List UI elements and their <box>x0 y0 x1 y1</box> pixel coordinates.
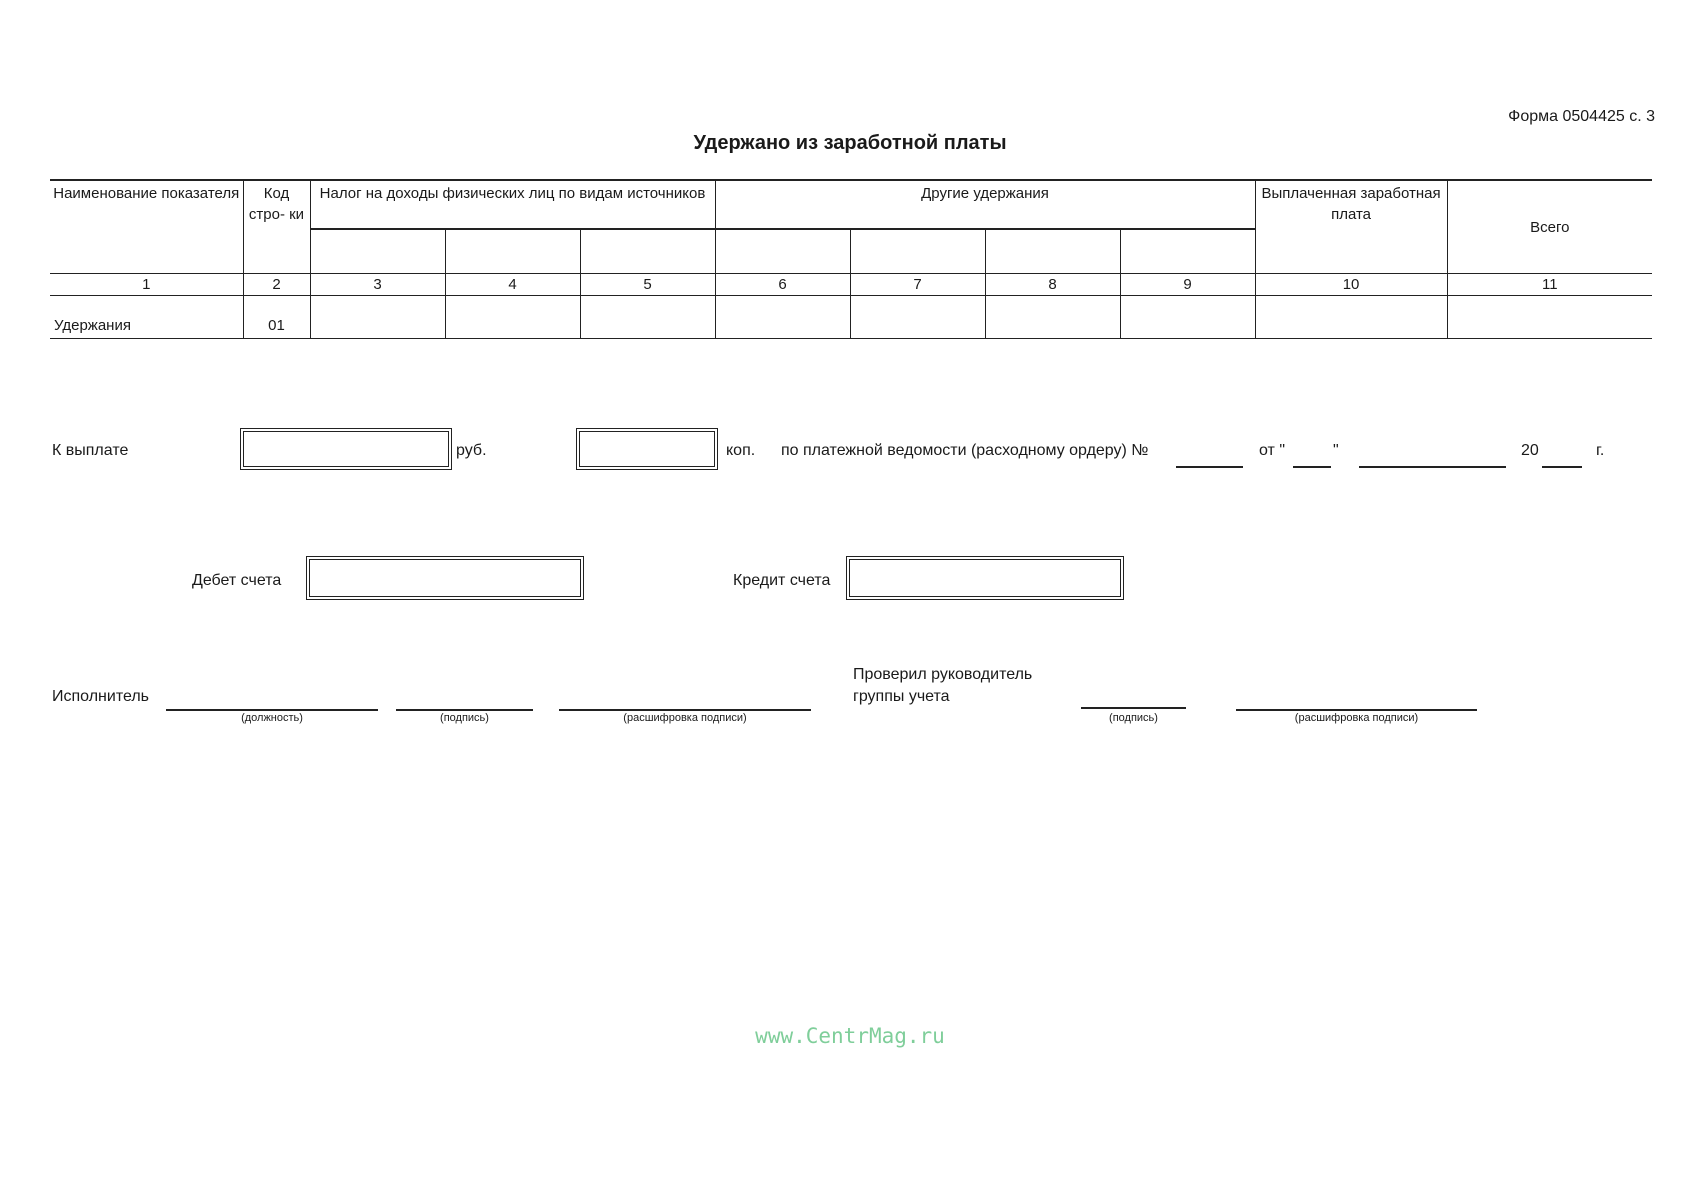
data-cell[interactable] <box>985 296 1120 339</box>
row-code: 01 <box>243 296 310 339</box>
credit-label: Кредит счета <box>733 572 831 589</box>
checked-by-label-line1: Проверил руководитель <box>853 666 1033 683</box>
year-prefix: 20 <box>1521 442 1539 459</box>
data-cell[interactable] <box>1120 296 1255 339</box>
header-other-deductions: Другие удержания <box>715 180 1255 229</box>
column-number: 10 <box>1255 274 1447 296</box>
column-number: 2 <box>243 274 310 296</box>
executor-decoding-line[interactable] <box>559 709 811 711</box>
decoding-caption: (расшифровка подписи) <box>623 712 747 724</box>
subheader-cell <box>580 229 715 274</box>
head-signature-line[interactable] <box>1081 707 1186 709</box>
debit-label: Дебет счета <box>192 572 282 589</box>
checked-by-label-line2: группы учета <box>853 688 950 705</box>
column-number: 8 <box>985 274 1120 296</box>
position-caption: (должность) <box>241 712 303 724</box>
executor-label: Исполнитель <box>52 688 150 705</box>
data-cell[interactable] <box>580 296 715 339</box>
table-row <box>50 296 1652 339</box>
debit-box[interactable] <box>306 556 584 600</box>
column-number: 11 <box>1447 274 1652 296</box>
credit-box[interactable] <box>846 556 1124 600</box>
rubles-box[interactable] <box>240 428 452 470</box>
signature-caption: (подпись) <box>440 712 489 724</box>
header-total: Всего <box>1447 180 1652 274</box>
executor-position-line[interactable] <box>166 709 378 711</box>
decoding-caption: (расшифровка подписи) <box>1294 712 1419 724</box>
statement-number-line[interactable] <box>1176 466 1243 468</box>
date-month-line[interactable] <box>1359 466 1506 468</box>
date-day-line[interactable] <box>1293 466 1331 468</box>
column-number: 1 <box>50 274 243 296</box>
subheader-cell <box>1120 229 1255 274</box>
signature-caption: (подпись) <box>1109 712 1158 724</box>
header-ndfl: Налог на доходы физических лиц по видам источников <box>310 180 715 229</box>
kopecks-label: коп. <box>726 442 756 459</box>
subheader-cell <box>310 229 445 274</box>
row-label: Удержания <box>50 296 243 339</box>
subheader-cell <box>445 229 580 274</box>
data-cell[interactable] <box>850 296 985 339</box>
data-cell[interactable] <box>1447 296 1652 339</box>
executor-signature-line[interactable] <box>396 709 533 711</box>
column-number: 4 <box>445 274 580 296</box>
year-suffix: г. <box>1596 442 1605 459</box>
data-cell[interactable] <box>310 296 445 339</box>
statement-label: по платежной ведомости (расходному ордеру) № <box>781 442 1149 459</box>
column-number: 9 <box>1120 274 1255 296</box>
deductions-table <box>50 179 1652 339</box>
column-number: 5 <box>580 274 715 296</box>
header-name: Наименование показателя <box>50 180 243 274</box>
data-cell[interactable] <box>1255 296 1447 339</box>
rubles-label: руб. <box>456 442 487 459</box>
date-from-label: от " <box>1259 442 1285 459</box>
head-decoding-line[interactable] <box>1236 709 1477 711</box>
year-line[interactable] <box>1542 466 1582 468</box>
data-cell[interactable] <box>445 296 580 339</box>
data-cell[interactable] <box>715 296 850 339</box>
form-code: Форма 0504425 с. 3 <box>1508 108 1655 125</box>
column-number: 7 <box>850 274 985 296</box>
column-number: 6 <box>715 274 850 296</box>
date-quote: " <box>1333 442 1339 459</box>
page-title: Удержано из заработной платы <box>693 132 1007 154</box>
kopecks-box[interactable] <box>576 428 718 470</box>
header-code: Код стро- ки <box>243 180 310 274</box>
to-pay-label: К выплате <box>52 442 129 459</box>
watermark: www.CentrMag.ru <box>755 1024 945 1048</box>
subheader-cell <box>850 229 985 274</box>
subheader-cell <box>985 229 1120 274</box>
subheader-cell <box>715 229 850 274</box>
header-paid-salary: Выплаченная заработная плата <box>1255 180 1447 274</box>
column-number: 3 <box>310 274 445 296</box>
